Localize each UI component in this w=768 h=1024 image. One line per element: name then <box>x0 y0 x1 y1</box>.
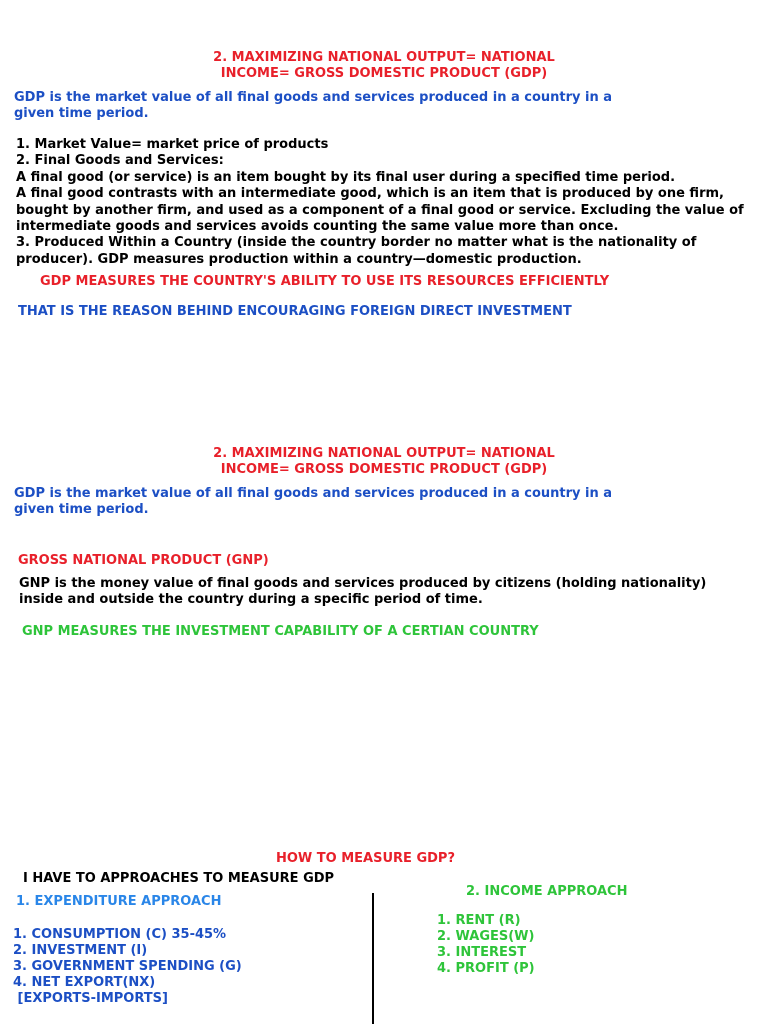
list-item: 4. PROFIT (P) <box>437 961 535 976</box>
list-item: [EXPORTS-IMPORTS] <box>13 991 168 1006</box>
body-line: bought by another firm, and used as a component of a final good or service. Excluding the value of <box>16 202 744 218</box>
measure-gdp-title: HOW TO MEASURE GDP? <box>276 851 455 866</box>
body-line: A final good contrasts with an intermediate good, which is an item that is produced by one firm, <box>16 186 724 202</box>
definition-line: GDP is the market value of all final goods and services produced in a country in a <box>14 486 613 501</box>
fdi-reason-statement: THAT IS THE REASON BEHIND ENCOURAGING FOREIGN DIRECT INVESTMENT <box>18 304 572 319</box>
gnp-line: inside and outside the country during a specific period of time. <box>19 592 483 607</box>
gnp-title: GROSS NATIONAL PRODUCT (GNP) <box>18 553 269 568</box>
approaches-intro: I HAVE TO APPROACHES TO MEASURE GDP <box>23 871 335 886</box>
body-line: 1. Market Value= market price of products <box>16 137 329 152</box>
income-list <box>437 913 535 977</box>
gdp-measures-statement: GDP MEASURES THE COUNTRY'S ABILITY TO USE ITS RESOURCES EFFICIENTLY <box>40 274 610 289</box>
list-item: 1. RENT (R) <box>437 913 521 928</box>
body-line: 3. Produced Within a Country (inside the country border no matter what is the nationality of <box>16 235 697 251</box>
list-item: 2. INVESTMENT (I) <box>13 943 148 958</box>
list-item: 4. NET EXPORT(NX) <box>13 975 156 990</box>
definition-line: GDP is the market value of all final goods and services produced in a country in a <box>14 90 613 105</box>
body-line: intermediate goods and services avoids counting the same value more than once. <box>16 219 619 235</box>
list-item: 3. GOVERNMENT SPENDING (G) <box>13 959 242 974</box>
column-divider <box>372 893 374 1024</box>
body-line: producer). GDP measures production within a country—domestic production. <box>16 251 582 267</box>
heading-line: 2. MAXIMIZING NATIONAL OUTPUT= NATIONAL <box>213 446 555 461</box>
section1-definition <box>14 90 612 122</box>
body-line: 2. Final Goods and Services: <box>16 153 224 169</box>
definition-line: given time period. <box>14 502 149 517</box>
section2-heading <box>0 446 768 478</box>
heading-line: INCOME= GROSS DOMESTIC PRODUCT (GDP) <box>220 66 548 81</box>
gnp-line: GNP is the money value of final goods and services produced by citizens (holding nationality) <box>19 576 707 591</box>
section2-definition <box>14 486 612 518</box>
income-approach-title: 2. INCOME APPROACH <box>466 884 628 899</box>
gnp-measures-statement: GNP MEASURES THE INVESTMENT CAPABILITY OF A CERTIAN COUNTRY <box>22 624 539 639</box>
list-item: 2. WAGES(W) <box>437 929 535 944</box>
section1-heading <box>0 50 768 82</box>
gnp-definition <box>19 576 706 608</box>
heading-line: 2. MAXIMIZING NATIONAL OUTPUT= NATIONAL <box>213 50 555 65</box>
list-item: 1. CONSUMPTION (C) 35-45% <box>13 927 227 942</box>
expenditure-approach-title: 1. EXPENDITURE APPROACH <box>16 894 222 909</box>
body-line: A final good (or service) is an item bought by its final user during a specified time period. <box>16 169 676 185</box>
section1-body <box>16 137 744 268</box>
heading-line: INCOME= GROSS DOMESTIC PRODUCT (GDP) <box>220 462 548 477</box>
expenditure-list <box>13 927 242 1007</box>
definition-line: given time period. <box>14 106 149 121</box>
list-item: 3. INTEREST <box>437 945 527 960</box>
